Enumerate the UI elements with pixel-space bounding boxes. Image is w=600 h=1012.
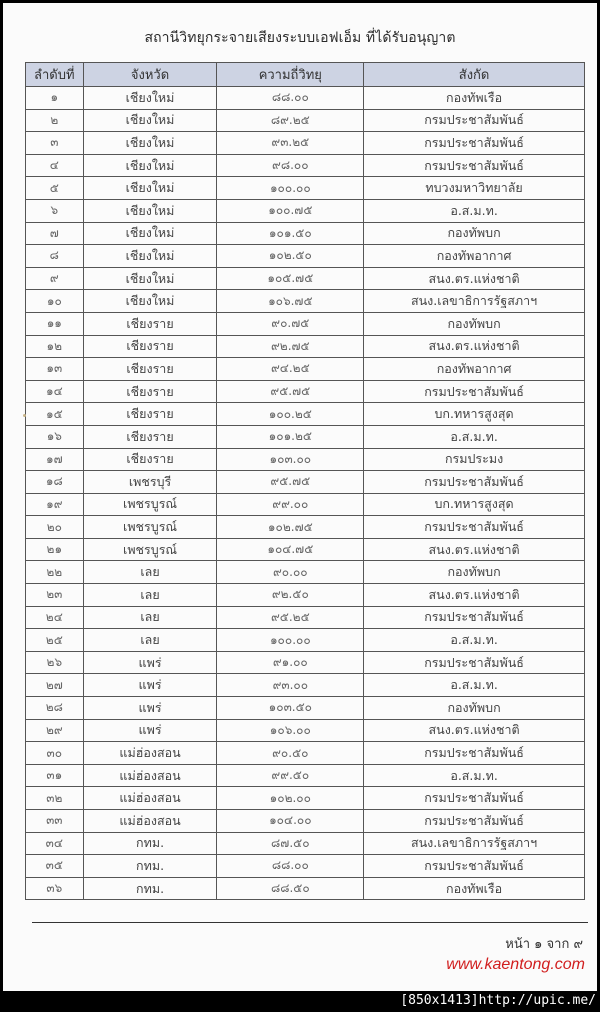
cell-province: เชียงราย [83, 380, 217, 403]
cell-order: ๒๗ [26, 674, 84, 697]
cell-province: เชียงใหม่ [83, 222, 217, 245]
watermark-link[interactable]: www.kaentong.com [446, 956, 585, 973]
column-header-affiliation: สังกัด [364, 63, 585, 87]
table-row [26, 358, 585, 381]
table-row [26, 448, 585, 471]
cell-province: แพร่ [83, 697, 217, 720]
table-row [26, 674, 585, 697]
image-host-text[interactable]: [850x1413]http://upic.me/ [400, 993, 596, 1008]
table-row [26, 109, 585, 132]
table-row [26, 222, 585, 245]
cell-affiliation: อ.ส.ม.ท. [364, 425, 585, 448]
cell-frequency: ๑๐๖.๐๐ [217, 719, 364, 742]
cell-frequency: ๘๘.๐๐ [217, 855, 364, 878]
cell-order: ๓๔ [26, 832, 84, 855]
cell-order: ๑๑ [26, 312, 84, 335]
cell-affiliation: กรมประชาสัมพันธ์ [364, 810, 585, 833]
table-row [26, 651, 585, 674]
table-row [26, 719, 585, 742]
cell-frequency: ๙๕.๗๕ [217, 471, 364, 494]
cell-affiliation: กรมประชาสัมพันธ์ [364, 742, 585, 765]
cell-affiliation: กองทัพบก [364, 561, 585, 584]
cell-province: เลย [83, 561, 217, 584]
fm-station-table [25, 62, 585, 900]
cell-order: ๒๐ [26, 516, 84, 539]
cell-affiliation: กองทัพบก [364, 697, 585, 720]
cell-order: ๒๔ [26, 606, 84, 629]
cell-affiliation: กรมประชาสัมพันธ์ [364, 606, 585, 629]
cell-province: แพร่ [83, 674, 217, 697]
cell-order: ๓๕ [26, 855, 84, 878]
cell-order: ๒๓ [26, 584, 84, 607]
cell-frequency: ๙๙.๐๐ [217, 493, 364, 516]
cell-province: เชียงใหม่ [83, 87, 217, 110]
cell-frequency: ๙๘.๐๐ [217, 154, 364, 177]
cell-affiliation: สนง.ตร.แห่งชาติ [364, 267, 585, 290]
cell-affiliation: กองทัพอากาศ [364, 245, 585, 268]
cell-affiliation: กรมประชาสัมพันธ์ [364, 516, 585, 539]
cell-order: ๓๑ [26, 764, 84, 787]
table-row [26, 606, 585, 629]
cell-affiliation: กรมประชาสัมพันธ์ [364, 651, 585, 674]
cell-affiliation: กรมประชาสัมพันธ์ [364, 471, 585, 494]
cell-frequency: ๙๔.๒๕ [217, 358, 364, 381]
cell-affiliation: บก.ทหารสูงสุด [364, 493, 585, 516]
cell-province: แม่ฮ่องสอน [83, 742, 217, 765]
cell-affiliation: สนง.เลขาธิการรัฐสภาฯ [364, 832, 585, 855]
cell-affiliation: ทบวงมหาวิทยาลัย [364, 177, 585, 200]
cell-affiliation: สนง.ตร.แห่งชาติ [364, 538, 585, 561]
cell-order: ๒๕ [26, 629, 84, 652]
table-row [26, 742, 585, 765]
table-row [26, 290, 585, 313]
cell-order: ๑๐ [26, 290, 84, 313]
cell-province: เชียงราย [83, 312, 217, 335]
cell-affiliation: กรมประชาสัมพันธ์ [364, 132, 585, 155]
table-row [26, 561, 585, 584]
cell-affiliation: บก.ทหารสูงสุด [364, 403, 585, 426]
table-body [26, 87, 585, 900]
image-host-bar [0, 991, 600, 1012]
cell-order: ๘ [26, 245, 84, 268]
cell-order: ๙ [26, 267, 84, 290]
cell-order: ๒ [26, 109, 84, 132]
column-header-frequency: ความถี่วิทยุ [217, 63, 364, 87]
cell-province: เลย [83, 629, 217, 652]
table-row [26, 787, 585, 810]
cell-order: ๒๑ [26, 538, 84, 561]
cell-order: ๕ [26, 177, 84, 200]
cell-province: แม่ฮ่องสอน [83, 764, 217, 787]
cell-order: ๓๓ [26, 810, 84, 833]
cell-province: เพชรบูรณ์ [83, 538, 217, 561]
cell-frequency: ๙๓.๐๐ [217, 674, 364, 697]
cell-province: เลย [83, 606, 217, 629]
cell-affiliation: กรมประชาสัมพันธ์ [364, 154, 585, 177]
cell-province: เพชรบูรณ์ [83, 493, 217, 516]
cell-order: ๑ [26, 87, 84, 110]
cell-province: เชียงใหม่ [83, 267, 217, 290]
cell-frequency: ๑๐๒.๕๐ [217, 245, 364, 268]
cell-province: กทม. [83, 855, 217, 878]
cell-province: กทม. [83, 832, 217, 855]
cell-frequency: ๑๐๖.๗๕ [217, 290, 364, 313]
cell-province: กทม. [83, 877, 217, 900]
table-row [26, 516, 585, 539]
table-row [26, 832, 585, 855]
cell-frequency: ๙๙.๕๐ [217, 764, 364, 787]
cell-order: ๓๒ [26, 787, 84, 810]
cell-affiliation: อ.ส.ม.ท. [364, 674, 585, 697]
cell-frequency: ๑๐๒.๐๐ [217, 787, 364, 810]
cell-order: ๒๘ [26, 697, 84, 720]
cell-frequency: ๙๓.๒๕ [217, 132, 364, 155]
cell-order: ๒๖ [26, 651, 84, 674]
cell-frequency: ๑๐๐.๗๕ [217, 199, 364, 222]
cell-affiliation: กรมประชาสัมพันธ์ [364, 855, 585, 878]
cell-frequency: ๙๐.๐๐ [217, 561, 364, 584]
cell-affiliation: สนง.ตร.แห่งชาติ [364, 335, 585, 358]
column-header-order: ลำดับที่ [26, 63, 84, 87]
cell-frequency: ๑๐๐.๒๕ [217, 403, 364, 426]
cell-frequency: ๙๐.๗๕ [217, 312, 364, 335]
cell-frequency: ๑๐๓.๕๐ [217, 697, 364, 720]
cell-province: เชียงใหม่ [83, 177, 217, 200]
scan-speck [23, 414, 26, 417]
page-number: หน้า ๑ จาก ๙ [505, 937, 583, 952]
cell-order: ๓๖ [26, 877, 84, 900]
table-row [26, 154, 585, 177]
cell-province: เชียงราย [83, 358, 217, 381]
cell-frequency: ๙๒.๕๐ [217, 584, 364, 607]
cell-province: เชียงใหม่ [83, 199, 217, 222]
table-row [26, 764, 585, 787]
table-row [26, 855, 585, 878]
cell-affiliation: อ.ส.ม.ท. [364, 199, 585, 222]
cell-frequency: ๘๘.๐๐ [217, 87, 364, 110]
cell-province: เลย [83, 584, 217, 607]
cell-order: ๑๗ [26, 448, 84, 471]
cell-province: เพชรบุรี [83, 471, 217, 494]
cell-order: ๑๕ [26, 403, 84, 426]
cell-order: ๗ [26, 222, 84, 245]
cell-order: ๓๐ [26, 742, 84, 765]
cell-province: เชียงใหม่ [83, 132, 217, 155]
cell-order: ๖ [26, 199, 84, 222]
table-row [26, 629, 585, 652]
cell-order: ๒๒ [26, 561, 84, 584]
cell-order: ๓ [26, 132, 84, 155]
cell-province: เชียงราย [83, 335, 217, 358]
cell-affiliation: กรมประมง [364, 448, 585, 471]
table-row [26, 267, 585, 290]
table-row [26, 697, 585, 720]
cell-order: ๔ [26, 154, 84, 177]
cell-affiliation: กรมประชาสัมพันธ์ [364, 109, 585, 132]
cell-province: แพร่ [83, 651, 217, 674]
table-row [26, 245, 585, 268]
column-header-province: จังหวัด [83, 63, 217, 87]
cell-frequency: ๑๐๔.๗๕ [217, 538, 364, 561]
table-row [26, 403, 585, 426]
cell-frequency: ๙๐.๕๐ [217, 742, 364, 765]
cell-order: ๑๖ [26, 425, 84, 448]
cell-frequency: ๑๐๔.๐๐ [217, 810, 364, 833]
table-row [26, 538, 585, 561]
table-row [26, 199, 585, 222]
cell-province: แม่ฮ่องสอน [83, 810, 217, 833]
cell-province: เชียงราย [83, 403, 217, 426]
cell-province: เชียงใหม่ [83, 154, 217, 177]
table-row [26, 425, 585, 448]
cell-province: เชียงใหม่ [83, 109, 217, 132]
cell-frequency: ๙๕.๒๕ [217, 606, 364, 629]
cell-frequency: ๙๒.๗๕ [217, 335, 364, 358]
table-row [26, 471, 585, 494]
cell-frequency: ๑๐๐.๐๐ [217, 629, 364, 652]
table-row [26, 877, 585, 900]
cell-frequency: ๘๗.๕๐ [217, 832, 364, 855]
cell-affiliation: กองทัพเรือ [364, 877, 585, 900]
cell-frequency: ๙๑.๐๐ [217, 651, 364, 674]
cell-province: เชียงราย [83, 425, 217, 448]
table-row [26, 584, 585, 607]
cell-affiliation: อ.ส.ม.ท. [364, 629, 585, 652]
cell-frequency: ๙๕.๗๕ [217, 380, 364, 403]
cell-affiliation: อ.ส.ม.ท. [364, 764, 585, 787]
table-row [26, 380, 585, 403]
cell-province: เชียงใหม่ [83, 245, 217, 268]
cell-affiliation: สนง.ตร.แห่งชาติ [364, 584, 585, 607]
cell-frequency: ๘๙.๒๕ [217, 109, 364, 132]
cell-frequency: ๑๐๓.๐๐ [217, 448, 364, 471]
cell-frequency: ๑๐๑.๒๕ [217, 425, 364, 448]
cell-affiliation: กรมประชาสัมพันธ์ [364, 380, 585, 403]
cell-order: ๑๔ [26, 380, 84, 403]
cell-frequency: ๘๘.๕๐ [217, 877, 364, 900]
cell-order: ๒๙ [26, 719, 84, 742]
cell-frequency: ๑๐๐.๐๐ [217, 177, 364, 200]
cell-order: ๑๓ [26, 358, 84, 381]
cell-order: ๑๘ [26, 471, 84, 494]
table-row [26, 312, 585, 335]
table-row [26, 810, 585, 833]
cell-province: เพชรบูรณ์ [83, 516, 217, 539]
cell-province: แพร่ [83, 719, 217, 742]
table-row [26, 87, 585, 110]
table-row [26, 335, 585, 358]
table-row [26, 493, 585, 516]
footer-divider [32, 922, 588, 923]
table-header-row [26, 63, 585, 87]
cell-province: แม่ฮ่องสอน [83, 787, 217, 810]
cell-affiliation: กรมประชาสัมพันธ์ [364, 787, 585, 810]
cell-affiliation: กองทัพบก [364, 222, 585, 245]
cell-order: ๑๙ [26, 493, 84, 516]
cell-frequency: ๑๐๕.๗๕ [217, 267, 364, 290]
cell-affiliation: สนง.เลขาธิการรัฐสภาฯ [364, 290, 585, 313]
document-page [3, 3, 597, 991]
table-row [26, 132, 585, 155]
document-title: สถานีวิทยุกระจายเสียงระบบเอฟเอ็ม ที่ได้รับอนุญาต [144, 30, 456, 46]
cell-province: เชียงใหม่ [83, 290, 217, 313]
cell-affiliation: กองทัพเรือ [364, 87, 585, 110]
cell-affiliation: กองทัพบก [364, 312, 585, 335]
cell-affiliation: กองทัพอากาศ [364, 358, 585, 381]
cell-order: ๑๒ [26, 335, 84, 358]
table-row [26, 177, 585, 200]
cell-affiliation: สนง.ตร.แห่งชาติ [364, 719, 585, 742]
cell-frequency: ๑๐๑.๕๐ [217, 222, 364, 245]
cell-frequency: ๑๐๒.๗๕ [217, 516, 364, 539]
cell-province: เชียงราย [83, 448, 217, 471]
